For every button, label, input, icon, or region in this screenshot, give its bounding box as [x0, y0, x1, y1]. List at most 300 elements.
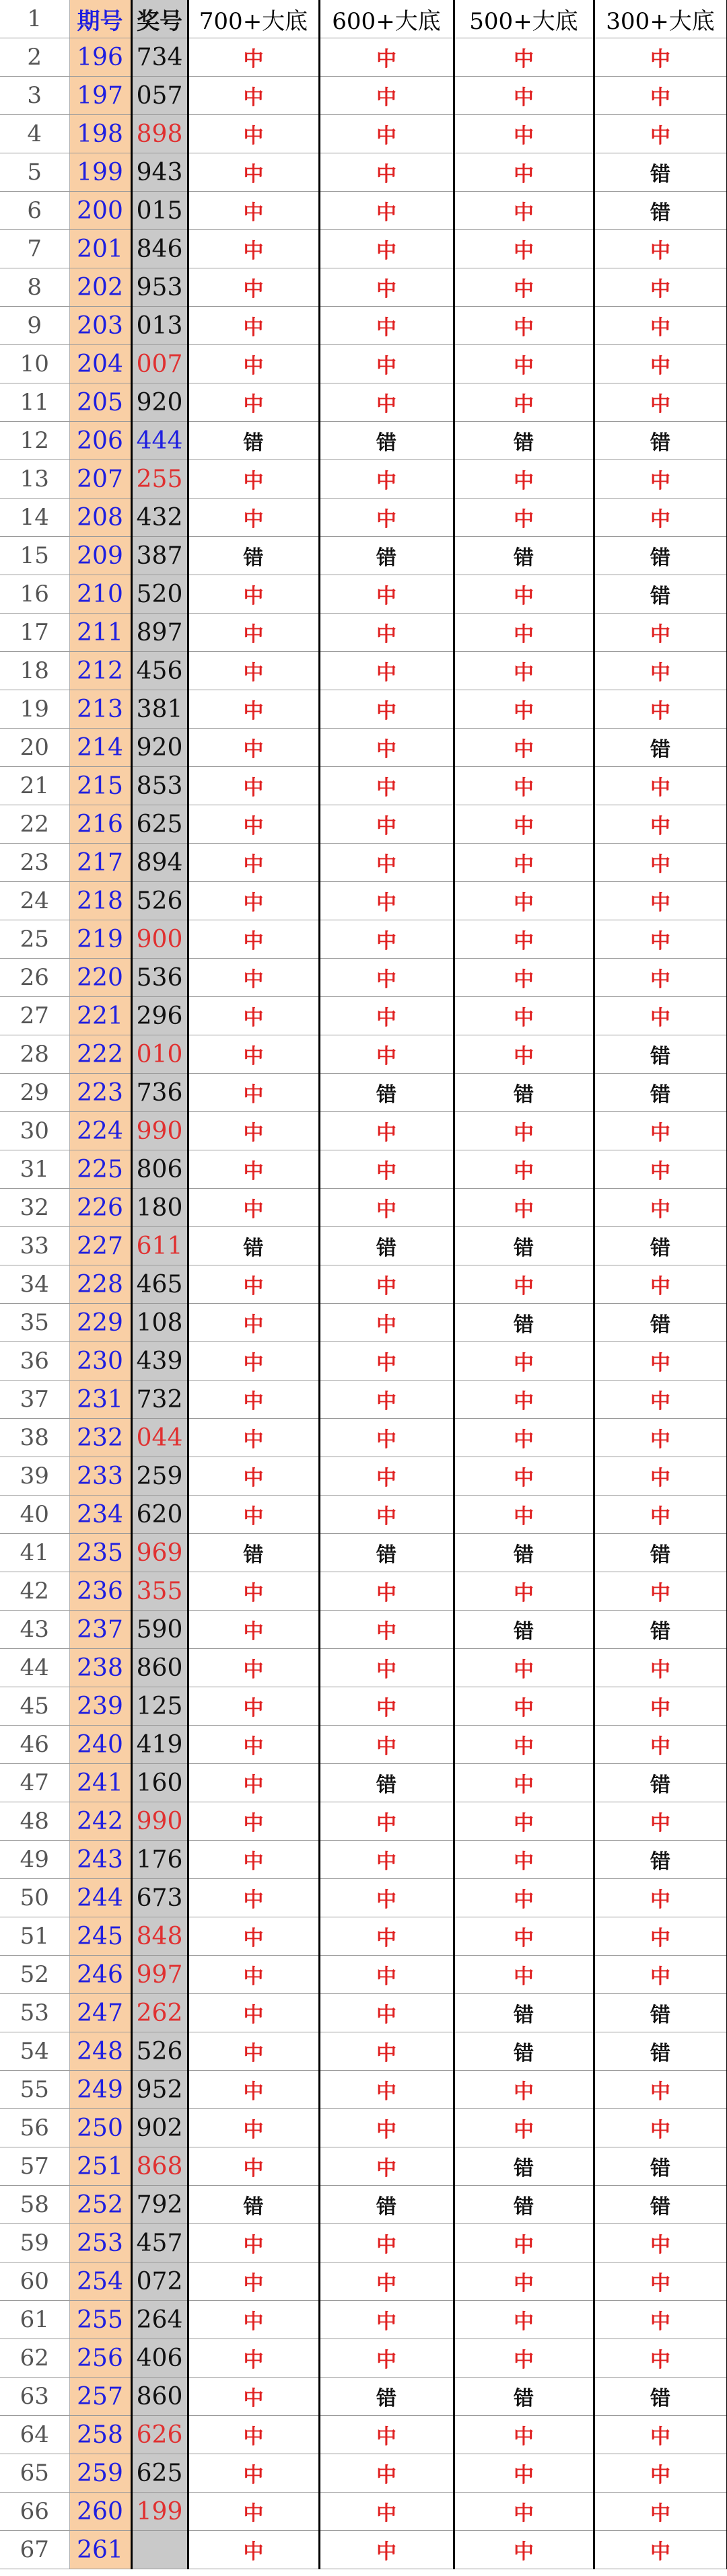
period-cell: 249: [69, 2071, 131, 2109]
table-row: [0, 537, 727, 575]
award-cell: 860: [131, 2378, 188, 2416]
period-cell: 256: [69, 2339, 131, 2378]
table-row: [0, 77, 727, 115]
award-cell: 457: [131, 2224, 188, 2262]
result-300-cell: 错: [594, 1841, 727, 1879]
row-number: 27: [0, 997, 69, 1035]
result-600-cell: 中: [319, 1649, 454, 1687]
period-cell: 210: [69, 575, 131, 614]
result-600-cell: 中: [319, 1265, 454, 1304]
period-cell: 217: [69, 844, 131, 882]
result-300-cell: 错: [594, 1534, 727, 1572]
result-700-cell: 中: [188, 1342, 319, 1381]
result-500-cell: 中: [454, 268, 594, 307]
row-number: 29: [0, 1074, 69, 1112]
result-500-cell: 中: [454, 1841, 594, 1879]
result-600-cell: 中: [319, 575, 454, 614]
result-600-cell: 中: [319, 1802, 454, 1841]
table-row: [0, 1265, 727, 1304]
result-600-cell: 中: [319, 2224, 454, 2262]
award-cell: 590: [131, 1611, 188, 1649]
table-row: [0, 1457, 727, 1496]
table-row: [0, 1917, 727, 1956]
result-700-cell: 中: [188, 1764, 319, 1802]
award-cell: 732: [131, 1381, 188, 1419]
award-cell: [131, 2531, 188, 2569]
result-700-cell: 中: [188, 805, 319, 844]
result-600-cell: 中: [319, 1304, 454, 1342]
row-number: 26: [0, 959, 69, 997]
table-row: [0, 38, 727, 77]
result-700-cell: 中: [188, 1956, 319, 1994]
result-700-cell: 中: [188, 1381, 319, 1419]
result-600-cell: 中: [319, 844, 454, 882]
period-cell: 242: [69, 1802, 131, 1841]
result-700-cell: 中: [188, 1687, 319, 1726]
period-cell: 206: [69, 422, 131, 460]
table-row: [0, 1687, 727, 1726]
result-600-cell: 中: [319, 2531, 454, 2569]
result-500-cell: 中: [454, 1342, 594, 1381]
table-row: [0, 1035, 727, 1074]
table-row: [0, 1879, 727, 1917]
period-cell: 214: [69, 729, 131, 767]
period-cell: 248: [69, 2032, 131, 2071]
row-number: 44: [0, 1649, 69, 1687]
row-number: 63: [0, 2378, 69, 2416]
result-300-cell: 中: [594, 1726, 727, 1764]
result-500-cell: 错: [454, 422, 594, 460]
result-700-cell: 中: [188, 2147, 319, 2186]
column-header-300: 300+大底: [594, 0, 727, 38]
row-number: 48: [0, 1802, 69, 1841]
result-500-cell: 错: [454, 1074, 594, 1112]
result-500-cell: 中: [454, 805, 594, 844]
result-300-cell: 中: [594, 1956, 727, 1994]
result-700-cell: 中: [188, 1074, 319, 1112]
award-cell: 013: [131, 307, 188, 345]
result-600-cell: 中: [319, 882, 454, 920]
result-300-cell: 中: [594, 230, 727, 268]
period-cell: 252: [69, 2186, 131, 2224]
result-500-cell: 中: [454, 77, 594, 115]
result-700-cell: 中: [188, 1304, 319, 1342]
result-600-cell: 中: [319, 2032, 454, 2071]
table-row: [0, 268, 727, 307]
period-cell: 202: [69, 268, 131, 307]
result-300-cell: 中: [594, 882, 727, 920]
column-header-600: 600+大底: [319, 0, 454, 38]
result-500-cell: 中: [454, 652, 594, 690]
result-500-cell: 中: [454, 1035, 594, 1074]
result-300-cell: 错: [594, 2032, 727, 2071]
result-700-cell: 中: [188, 115, 319, 153]
result-500-cell: 中: [454, 1265, 594, 1304]
result-700-cell: 中: [188, 882, 319, 920]
period-cell: 260: [69, 2493, 131, 2531]
award-cell: 736: [131, 1074, 188, 1112]
row-number: 47: [0, 1764, 69, 1802]
result-300-cell: 错: [594, 422, 727, 460]
result-700-cell: 中: [188, 920, 319, 959]
result-700-cell: 中: [188, 2071, 319, 2109]
table-row: [0, 1534, 727, 1572]
result-600-cell: 中: [319, 1457, 454, 1496]
result-300-cell: 中: [594, 1496, 727, 1534]
award-cell: 526: [131, 2032, 188, 2071]
table-row: [0, 729, 727, 767]
award-cell: 536: [131, 959, 188, 997]
result-700-cell: 错: [188, 537, 319, 575]
result-600-cell: 中: [319, 2416, 454, 2454]
award-cell: 853: [131, 767, 188, 805]
award-cell: 990: [131, 1802, 188, 1841]
table-row: [0, 652, 727, 690]
award-cell: 860: [131, 1649, 188, 1687]
result-500-cell: 中: [454, 882, 594, 920]
period-cell: 250: [69, 2109, 131, 2147]
period-cell: 231: [69, 1381, 131, 1419]
period-cell: 245: [69, 1917, 131, 1956]
result-600-cell: 中: [319, 1419, 454, 1457]
award-cell: 296: [131, 997, 188, 1035]
result-600-cell: 中: [319, 1189, 454, 1227]
row-number: 67: [0, 2531, 69, 2569]
period-cell: 201: [69, 230, 131, 268]
result-700-cell: 中: [188, 499, 319, 537]
award-cell: 199: [131, 2493, 188, 2531]
period-cell: 232: [69, 1419, 131, 1457]
result-500-cell: 错: [454, 1994, 594, 2032]
award-cell: 952: [131, 2071, 188, 2109]
award-cell: 387: [131, 537, 188, 575]
period-cell: 225: [69, 1150, 131, 1189]
result-700-cell: 中: [188, 77, 319, 115]
result-300-cell: 中: [594, 2339, 727, 2378]
table-row: [0, 2147, 727, 2186]
period-cell: 259: [69, 2454, 131, 2493]
result-300-cell: 中: [594, 614, 727, 652]
result-500-cell: 中: [454, 1381, 594, 1419]
table-row: [0, 882, 727, 920]
result-300-cell: 中: [594, 2071, 727, 2109]
award-column-header: 奖号: [131, 0, 188, 38]
row-number: 28: [0, 1035, 69, 1074]
result-600-cell: 中: [319, 2493, 454, 2531]
row-number: 62: [0, 2339, 69, 2378]
table-row: [0, 2186, 727, 2224]
result-700-cell: 中: [188, 268, 319, 307]
period-cell: 212: [69, 652, 131, 690]
result-300-cell: 中: [594, 115, 727, 153]
period-cell: 261: [69, 2531, 131, 2569]
result-700-cell: 中: [188, 2262, 319, 2301]
award-cell: 044: [131, 1419, 188, 1457]
result-300-cell: 中: [594, 1802, 727, 1841]
result-300-cell: 中: [594, 499, 727, 537]
result-700-cell: 中: [188, 1189, 319, 1227]
result-300-cell: 中: [594, 2262, 727, 2301]
result-300-cell: 错: [594, 1227, 727, 1265]
row-number: 7: [0, 230, 69, 268]
award-cell: 902: [131, 2109, 188, 2147]
result-300-cell: 中: [594, 1150, 727, 1189]
table-row: [0, 2071, 727, 2109]
row-number: 25: [0, 920, 69, 959]
period-cell: 216: [69, 805, 131, 844]
table-row: [0, 1381, 727, 1419]
award-cell: 792: [131, 2186, 188, 2224]
result-600-cell: 中: [319, 1496, 454, 1534]
row-number: 10: [0, 345, 69, 383]
row-number: 52: [0, 1956, 69, 1994]
result-300-cell: 中: [594, 997, 727, 1035]
result-700-cell: 中: [188, 230, 319, 268]
row-number: 17: [0, 614, 69, 652]
result-700-cell: 中: [188, 690, 319, 729]
period-cell: 205: [69, 383, 131, 422]
award-cell: 072: [131, 2262, 188, 2301]
row-number: 22: [0, 805, 69, 844]
row-number: 4: [0, 115, 69, 153]
award-cell: 125: [131, 1687, 188, 1726]
result-700-cell: 中: [188, 1112, 319, 1150]
row-number: 35: [0, 1304, 69, 1342]
result-700-cell: 中: [188, 1419, 319, 1457]
result-500-cell: 错: [454, 537, 594, 575]
table-row: [0, 115, 727, 153]
row-number: 43: [0, 1611, 69, 1649]
table-row: [0, 1227, 727, 1265]
award-cell: 897: [131, 614, 188, 652]
award-cell: 673: [131, 1879, 188, 1917]
period-cell: 251: [69, 2147, 131, 2186]
result-600-cell: 中: [319, 1917, 454, 1956]
column-header-500: 500+大底: [454, 0, 594, 38]
period-cell: 243: [69, 1841, 131, 1879]
table-row: [0, 345, 727, 383]
row-number: 59: [0, 2224, 69, 2262]
result-700-cell: 中: [188, 1035, 319, 1074]
result-300-cell: 中: [594, 805, 727, 844]
period-cell: 233: [69, 1457, 131, 1496]
row-number: 49: [0, 1841, 69, 1879]
period-cell: 222: [69, 1035, 131, 1074]
result-500-cell: 中: [454, 1150, 594, 1189]
award-cell: 626: [131, 2416, 188, 2454]
result-600-cell: 错: [319, 2378, 454, 2416]
result-500-cell: 错: [454, 2032, 594, 2071]
row-number: 11: [0, 383, 69, 422]
result-500-cell: 中: [454, 345, 594, 383]
result-500-cell: 中: [454, 614, 594, 652]
table-row: [0, 1112, 727, 1150]
row-number: 33: [0, 1227, 69, 1265]
result-600-cell: 中: [319, 1994, 454, 2032]
row-number: 30: [0, 1112, 69, 1150]
result-300-cell: 中: [594, 1381, 727, 1419]
result-500-cell: 中: [454, 844, 594, 882]
result-500-cell: 中: [454, 959, 594, 997]
row-number-header: 1: [0, 0, 69, 38]
row-number: 31: [0, 1150, 69, 1189]
award-cell: 846: [131, 230, 188, 268]
result-700-cell: 中: [188, 2531, 319, 2569]
award-cell: 943: [131, 153, 188, 192]
result-700-cell: 中: [188, 1879, 319, 1917]
award-cell: 898: [131, 115, 188, 153]
table-row: [0, 1649, 727, 1687]
result-300-cell: 中: [594, 652, 727, 690]
result-500-cell: 中: [454, 690, 594, 729]
period-cell: 237: [69, 1611, 131, 1649]
result-300-cell: 中: [594, 1457, 727, 1496]
result-700-cell: 中: [188, 345, 319, 383]
row-number: 2: [0, 38, 69, 77]
result-700-cell: 中: [188, 1649, 319, 1687]
row-number: 53: [0, 1994, 69, 2032]
result-700-cell: 中: [188, 2378, 319, 2416]
table-row: [0, 2378, 727, 2416]
result-500-cell: 错: [454, 1534, 594, 1572]
award-cell: 439: [131, 1342, 188, 1381]
period-cell: 257: [69, 2378, 131, 2416]
result-500-cell: 中: [454, 2262, 594, 2301]
result-300-cell: 中: [594, 2416, 727, 2454]
row-number: 36: [0, 1342, 69, 1381]
table-row: [0, 1802, 727, 1841]
period-cell: 219: [69, 920, 131, 959]
result-700-cell: 中: [188, 1994, 319, 2032]
result-300-cell: 中: [594, 959, 727, 997]
row-number: 13: [0, 460, 69, 499]
award-cell: 920: [131, 729, 188, 767]
table-row: [0, 499, 727, 537]
result-500-cell: 中: [454, 499, 594, 537]
result-300-cell: 中: [594, 77, 727, 115]
result-600-cell: 错: [319, 422, 454, 460]
result-600-cell: 中: [319, 383, 454, 422]
period-cell: 224: [69, 1112, 131, 1150]
result-500-cell: 中: [454, 1112, 594, 1150]
result-300-cell: 错: [594, 2378, 727, 2416]
row-number: 45: [0, 1687, 69, 1726]
result-300-cell: 错: [594, 1035, 727, 1074]
header-row: [0, 0, 727, 38]
period-cell: 208: [69, 499, 131, 537]
result-500-cell: 中: [454, 38, 594, 77]
row-number: 66: [0, 2493, 69, 2531]
table-row: [0, 767, 727, 805]
result-700-cell: 错: [188, 1227, 319, 1265]
row-number: 65: [0, 2454, 69, 2493]
table-row: [0, 575, 727, 614]
period-column-header: 期号: [69, 0, 131, 38]
row-number: 38: [0, 1419, 69, 1457]
period-cell: 241: [69, 1764, 131, 1802]
result-300-cell: 中: [594, 1189, 727, 1227]
result-300-cell: 中: [594, 2531, 727, 2569]
result-500-cell: 中: [454, 2224, 594, 2262]
result-600-cell: 中: [319, 652, 454, 690]
result-300-cell: 中: [594, 920, 727, 959]
award-cell: 456: [131, 652, 188, 690]
table-row: [0, 460, 727, 499]
result-600-cell: 中: [319, 345, 454, 383]
result-500-cell: 中: [454, 1496, 594, 1534]
table-row: [0, 2493, 727, 2531]
row-number: 20: [0, 729, 69, 767]
period-cell: 234: [69, 1496, 131, 1534]
period-cell: 207: [69, 460, 131, 499]
result-600-cell: 中: [319, 1112, 454, 1150]
result-500-cell: 中: [454, 729, 594, 767]
result-600-cell: 中: [319, 997, 454, 1035]
result-500-cell: 中: [454, 460, 594, 499]
result-700-cell: 错: [188, 2186, 319, 2224]
period-cell: 196: [69, 38, 131, 77]
period-cell: 213: [69, 690, 131, 729]
row-number: 64: [0, 2416, 69, 2454]
award-cell: 526: [131, 882, 188, 920]
result-600-cell: 中: [319, 153, 454, 192]
row-number: 24: [0, 882, 69, 920]
table-row: [0, 805, 727, 844]
result-600-cell: 中: [319, 1611, 454, 1649]
award-cell: 900: [131, 920, 188, 959]
result-700-cell: 中: [188, 2454, 319, 2493]
award-cell: 432: [131, 499, 188, 537]
period-cell: 199: [69, 153, 131, 192]
period-cell: 204: [69, 345, 131, 383]
period-cell: 255: [69, 2301, 131, 2339]
period-cell: 254: [69, 2262, 131, 2301]
result-600-cell: 中: [319, 729, 454, 767]
result-500-cell: 错: [454, 1227, 594, 1265]
period-cell: 244: [69, 1879, 131, 1917]
result-700-cell: 中: [188, 997, 319, 1035]
row-number: 37: [0, 1381, 69, 1419]
table-row: [0, 2454, 727, 2493]
row-number: 60: [0, 2262, 69, 2301]
table-row: [0, 959, 727, 997]
row-number: 3: [0, 77, 69, 115]
result-300-cell: 中: [594, 2224, 727, 2262]
result-300-cell: 中: [594, 1572, 727, 1611]
award-cell: 953: [131, 268, 188, 307]
result-700-cell: 中: [188, 614, 319, 652]
award-cell: 259: [131, 1457, 188, 1496]
period-cell: 235: [69, 1534, 131, 1572]
period-cell: 229: [69, 1304, 131, 1342]
table-row: [0, 997, 727, 1035]
result-600-cell: 中: [319, 77, 454, 115]
period-cell: 238: [69, 1649, 131, 1687]
result-600-cell: 中: [319, 2301, 454, 2339]
award-cell: 894: [131, 844, 188, 882]
award-cell: 920: [131, 383, 188, 422]
result-600-cell: 中: [319, 1035, 454, 1074]
period-cell: 197: [69, 77, 131, 115]
result-500-cell: 中: [454, 2339, 594, 2378]
result-600-cell: 错: [319, 537, 454, 575]
result-500-cell: 中: [454, 153, 594, 192]
table-row: [0, 1074, 727, 1112]
result-700-cell: 中: [188, 729, 319, 767]
result-300-cell: 错: [594, 1764, 727, 1802]
table-row: [0, 2301, 727, 2339]
result-600-cell: 中: [319, 38, 454, 77]
